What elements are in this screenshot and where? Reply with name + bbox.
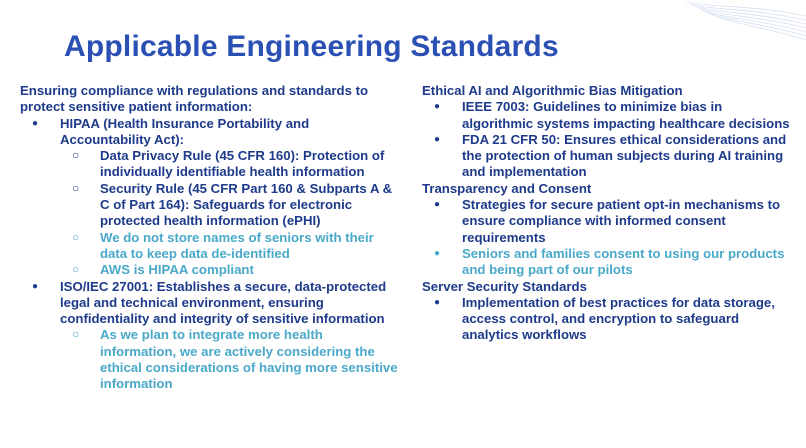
list-item-fda xyxy=(422,132,794,181)
page-title: Applicable Engineering Standards xyxy=(64,30,559,63)
list-item-label: Security Rule (45 CFR Part 160 & Subparts A & C of Part 164): Safeguards for electronic protected health information (ePHI) xyxy=(100,180,393,229)
bullet-marker: ● xyxy=(434,101,441,113)
section-heading-ethics: Ethical AI and Algorithmic Bias Mitigation xyxy=(422,83,683,98)
bullet-marker: ● xyxy=(32,117,39,129)
note-text: We do not store names of seniors with their data to keep data de-identified xyxy=(100,229,374,261)
decorative-wave-lines xyxy=(686,0,806,40)
note-consent xyxy=(422,246,794,279)
section-heading-consent: Transparency and Consent xyxy=(422,180,592,196)
bullet-marker: ● xyxy=(32,280,39,292)
note-text: Seniors and families consent to using our products and being part of our pilots xyxy=(462,245,785,278)
list-item-security-rule xyxy=(20,181,400,230)
right-column xyxy=(422,83,794,344)
list-item-opt-in xyxy=(422,197,794,246)
note-deidentified xyxy=(20,230,400,263)
note-text: AWS is HIPAA compliant xyxy=(100,262,254,278)
list-item-privacy-rule xyxy=(20,148,400,181)
bullet-marker: ● xyxy=(434,296,441,308)
circle-marker: ○ xyxy=(72,262,80,277)
circle-marker: ○ xyxy=(72,148,80,163)
left-column xyxy=(20,83,400,393)
list-item-ieee xyxy=(422,99,794,132)
circle-marker: ○ xyxy=(72,180,80,195)
list-item-label: Strategies for secure patient opt-in mechanisms to ensure compliance with informed consent requirements xyxy=(462,197,781,245)
note-aws-hipaa xyxy=(20,262,400,278)
list-item-best-practices xyxy=(422,295,794,344)
circle-marker: ○ xyxy=(72,229,80,244)
note-health-info xyxy=(20,327,400,392)
list-item-label: FDA 21 CFR 50: Ensures ethical considerations and the protection of human subjects during AI training and implementation xyxy=(462,131,787,180)
intro-text: Ensuring compliance with regulations and standards to protect sensitive patient information: xyxy=(20,83,369,115)
list-item-iso xyxy=(20,279,400,328)
list-item-label: Data Privacy Rule (45 CFR 160): Protection of individually identifiable health information xyxy=(100,148,385,180)
list-item-label: ISO/IEC 27001: Establishes a secure, data-protected legal and technical environment, ensuring confidentiality and integrity of sensitive information xyxy=(60,278,387,327)
circle-marker: ○ xyxy=(72,327,80,342)
list-item-label: HIPAA (Health Insurance Portability and Accountability Act): xyxy=(60,115,310,147)
list-item-label: IEEE 7003: Guidelines to minimize bias in algorithmic systems impacting healthcare decisions xyxy=(462,99,790,131)
list-item-label: Implementation of best practices for data storage, access control, and encryption to safeguard analytics workflows xyxy=(462,294,775,343)
bullet-marker: ● xyxy=(434,199,441,211)
note-text: As we plan to integrate more health information, we are actively considering the ethical considerations of having more sensitive information xyxy=(100,327,398,392)
bullet-marker: ● xyxy=(434,247,441,259)
bullet-marker: ● xyxy=(434,133,441,145)
section-heading-server: Server Security Standards xyxy=(422,278,587,294)
list-item-hipaa xyxy=(20,116,400,149)
